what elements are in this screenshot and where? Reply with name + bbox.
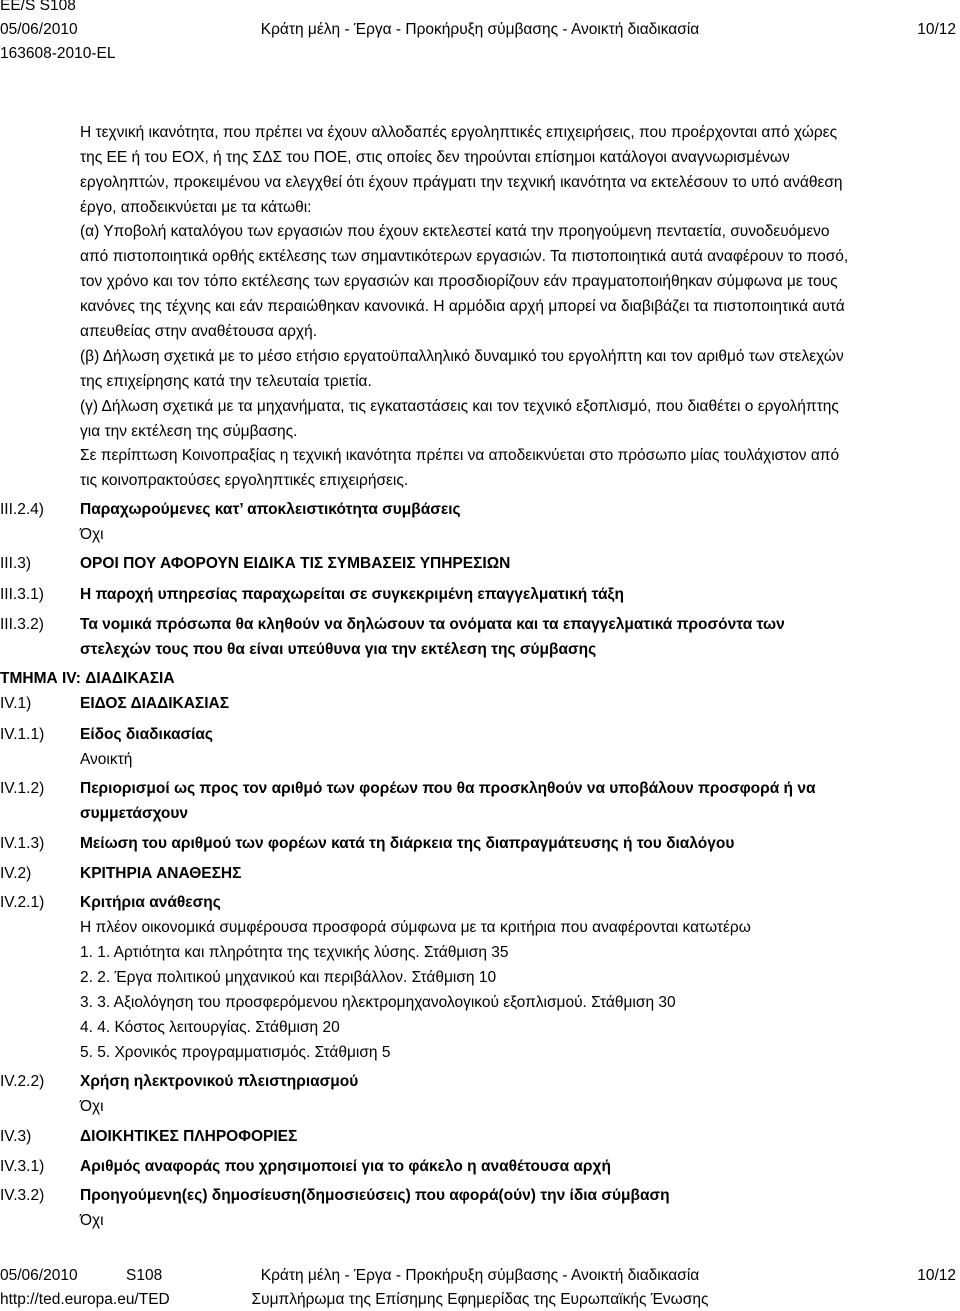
section-value: Όχι xyxy=(80,1098,104,1115)
section-title: Αριθμός αναφοράς που χρησιμοποιεί για το φάκελο η αναθέτουσα αρχή xyxy=(80,1158,611,1175)
criterion-item: 3. 3. Αξιολόγηση του προσφερόμενου ηλεκτρομηχανολογικού εξοπλισμού. Στάθμιση 30 xyxy=(80,994,676,1011)
header-title: Κράτη μέλη - Έργα - Προκήρυξη σύμβασης - Ανοικτή διαδικασία xyxy=(260,21,700,38)
section-title: Η παροχή υπηρεσίας παραχωρείται σε συγκεκριμένη επαγγελματική τάξη xyxy=(80,586,624,603)
section-number: IV.2) xyxy=(0,865,32,882)
section-title: Προηγούμενη(ες) δημοσίευση(δημοσιεύσεις) που αφορά(ούν) την ίδια σύμβαση xyxy=(80,1187,670,1204)
section-heading: ΤΜΗΜΑ IV: ΔΙΑΔΙΚΑΣΙΑ xyxy=(0,670,175,687)
text-line: (β) Δήλωση σχετικά με το μέσο ετήσιο εργατοϋπαλληλικό δυναμικό του εργολήπτη και τον αριθμό των στελεχών xyxy=(80,348,844,365)
section-number: IV.1.1) xyxy=(0,726,45,743)
section-title: Μείωση του αριθμού των φορέων κατά τη διάρκεια της διαπραγμάτευσης ή του διαλόγου xyxy=(80,835,735,852)
section-number: III.3.1) xyxy=(0,586,44,603)
footer-code: S108 xyxy=(126,1267,163,1284)
section-number: IV.2.2) xyxy=(0,1073,45,1090)
section-number: III.2.4) xyxy=(0,501,44,518)
text-line: κανόνες της τέχνης και εάν περαιώθηκαν κανονικά. Η αρμόδια αρχή μπορεί να διαβιβάζει τα πιστοποιητικά αυτά xyxy=(80,298,845,315)
text-line: για την εκτέλεση της σύμβασης. xyxy=(80,423,298,440)
section-title-cont: συμμετάσχουν xyxy=(80,805,189,822)
section-value: Όχι xyxy=(80,526,104,543)
criterion-item: 1. 1. Αρτιότητα και πληρότητα της τεχνικής λύσης. Στάθμιση 35 xyxy=(80,944,509,961)
criterion-item: 5. 5. Χρονικός προγραμματισμός. Στάθμιση 5 xyxy=(80,1044,391,1061)
text-line: απευθείας στην αναθέτουσα αρχή. xyxy=(80,323,317,340)
text-line: (α) Υποβολή καταλόγου των εργασιών που έχουν εκτελεστεί κατά την προηγούμενη πενταετία, συνοδευόμενο xyxy=(80,223,830,240)
section-value: Ανοικτή xyxy=(80,751,133,768)
section-title: Παραχωρούμενες κατ’ αποκλειστικότητα συμβάσεις xyxy=(80,501,461,518)
text-line: Η τεχνική ικανότητα, που πρέπει να έχουν αλλοδαπές εργοληπτικές επιχειρήσεις, που προέρχονται από χώρες xyxy=(80,124,838,141)
section-value: Η πλέον οικονομικά συμφέρουσα προσφορά σύμφωνα με τα κριτήρια που αναφέρονται κατωτέρω xyxy=(80,919,751,936)
footer-date: 05/06/2010 xyxy=(0,1267,78,1284)
text-line: από πιστοποιητικά ορθής εκτέλεσης των σημαντικότερων εργασιών. Τα πιστοποιητικά αυτά αναφέρουν το ποσό, xyxy=(80,248,849,265)
section-title: ΟΡΟΙ ΠΟΥ ΑΦΟΡΟΥΝ ΕΙΔΙΚΑ ΤΙΣ ΣΥΜΒΑΣΕΙΣ ΥΠΗΡΕΣΙΩΝ xyxy=(80,555,511,572)
footer-journal: Συμπλήρωμα της Επίσημης Εφημερίδας της Ευρωπαϊκής Ένωσης xyxy=(251,1291,709,1308)
header-page: 10/12 xyxy=(917,21,956,38)
section-number: IV.1.3) xyxy=(0,835,45,852)
section-number: IV.3.2) xyxy=(0,1187,45,1204)
footer-title: Κράτη μέλη - Έργα - Προκήρυξη σύμβασης - Ανοικτή διαδικασία xyxy=(260,1267,700,1284)
section-number: IV.1) xyxy=(0,695,32,712)
text-line: της επιχείρησης κατά την τελευταία τριετία. xyxy=(80,373,372,390)
text-line: της ΕΕ ή του ΕΟΧ, ή της ΣΔΣ του ΠΟΕ, στις οποίες δεν τηρούνται επίσημοι κατάλογοι αναγνωρισμένων xyxy=(80,149,790,166)
section-number: IV.3.1) xyxy=(0,1158,45,1175)
section-number: III.3.2) xyxy=(0,616,44,633)
section-title: Κριτήρια ανάθεσης xyxy=(80,894,221,911)
section-value: Όχι xyxy=(80,1212,104,1229)
section-title: Τα νομικά πρόσωπα θα κληθούν να δηλώσουν τα ονόματα και τα επαγγελματικά προσόντα των xyxy=(80,616,785,633)
text-line: εργοληπτών, προκειμένου να ελεγχθεί ότι έχουν πράγματι την τεχνική ικανότητα να εκτελέσουν το υπό ανάθεση xyxy=(80,174,843,191)
footer-page: 10/12 xyxy=(917,1267,956,1284)
section-title: ΚΡΙΤΗΡΙΑ ΑΝΑΘΕΣΗΣ xyxy=(80,865,242,882)
header-doc-id: EE/S S108 xyxy=(0,0,76,14)
section-title: Χρήση ηλεκτρονικού πλειστηριασμού xyxy=(80,1073,359,1090)
section-title: Περιορισμοί ως προς τον αριθμό των φορέων που θα προσκληθούν να υποβάλουν προσφορά ή να xyxy=(80,780,816,797)
criterion-item: 2. 2. Έργα πολιτικού μηχανικού και περιβάλλον. Στάθμιση 10 xyxy=(80,969,497,986)
header-date: 05/06/2010 xyxy=(0,21,78,38)
section-title: ΔΙΟΙΚΗΤΙΚΕΣ ΠΛΗΡΟΦΟΡΙΕΣ xyxy=(80,1128,298,1145)
section-title: ΕΙΔΟΣ ΔΙΑΔΙΚΑΣΙΑΣ xyxy=(80,695,230,712)
section-number: III.3) xyxy=(0,555,32,572)
footer-url[interactable]: http://ted.europa.eu/TED xyxy=(0,1291,170,1308)
text-line: έργο, αποδεικνύεται με τα κάτωθι: xyxy=(80,199,312,216)
criterion-item: 4. 4. Κόστος λειτουργίας. Στάθμιση 20 xyxy=(80,1019,340,1036)
section-title-cont: στελεχών τους που θα είναι υπεύθυνα για την εκτέλεση της σύμβασης xyxy=(80,641,597,658)
text-line: Σε περίπτωση Κοινοπραξίας η τεχνική ικανότητα πρέπει να αποδεικνύεται στο πρόσωπο μίας τουλάχιστον από xyxy=(80,447,840,464)
section-number: IV.1.2) xyxy=(0,780,45,797)
text-line: τον χρόνο και τον τόπο εκτέλεσης των εργασιών και προσδιορίζουν εάν πραγματοποιήθηκαν σύμφωνα με τους xyxy=(80,273,838,290)
section-number: IV.2.1) xyxy=(0,894,45,911)
text-line: τις κοινοπρακτούσες εργοληπτικές επιχειρήσεις. xyxy=(80,472,409,489)
header-ref: 163608-2010-EL xyxy=(0,45,116,62)
section-title: Είδος διαδικασίας xyxy=(80,726,213,743)
text-line: (γ) Δήλωση σχετικά με τα μηχανήματα, τις εγκαταστάσεις και τον τεχνικό εξοπλισμό, που διαθέτει ο εργολήπτης xyxy=(80,398,839,415)
section-number: IV.3) xyxy=(0,1128,32,1145)
